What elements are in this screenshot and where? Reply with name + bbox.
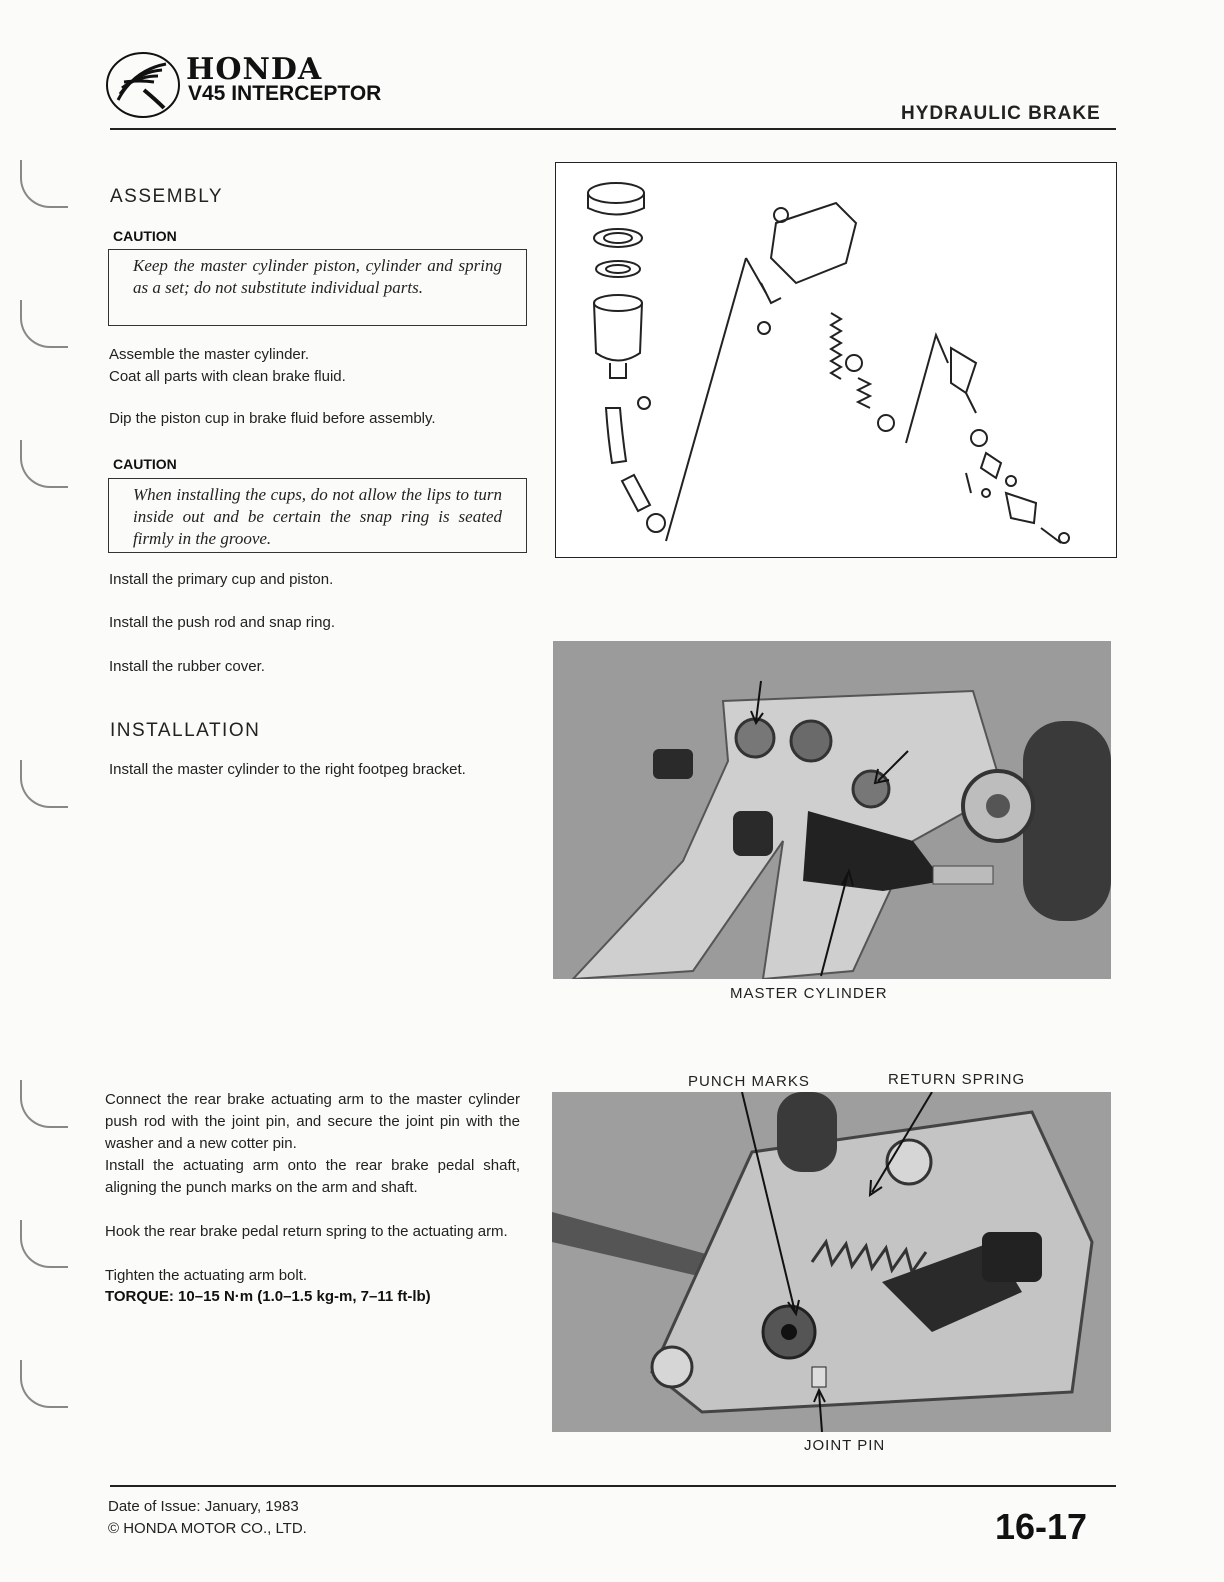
header-rule: [110, 128, 1116, 130]
assembly-step: Install the push rod and snap ring.: [109, 614, 335, 631]
punch-marks-label: PUNCH MARKS: [688, 1073, 810, 1090]
exploded-view-diagram: [555, 162, 1117, 558]
honda-wing-logo: [104, 50, 182, 125]
arm-step: Install the actuating arm onto the rear brake pedal shaft, aligning the punch marks on the arm and shaft.: [105, 1157, 520, 1196]
binder-mark: [20, 300, 68, 348]
master-cylinder-label: MASTER CYLINDER: [730, 985, 888, 1002]
return-spring-label: RETURN SPRING: [888, 1071, 1026, 1088]
binder-mark: [20, 440, 68, 488]
assembly-step: Install the rubber cover.: [109, 658, 265, 675]
caution-box: Keep the master cylinder piston, cylinder and spring as a set; do not substitute individual parts.: [108, 249, 527, 326]
assembly-heading: ASSEMBLY: [110, 186, 224, 207]
actuating-arm-photo: [552, 1092, 1111, 1432]
footer-rule: [110, 1485, 1116, 1487]
issue-date: Date of Issue: January, 1983: [108, 1498, 299, 1515]
model-title: V45 INTERCEPTOR: [188, 82, 382, 105]
assembly-step: Coat all parts with clean brake fluid.: [109, 368, 346, 385]
caution-box: When installing the cups, do not allow the lips to turn inside out and be certain the snap ring is seated firmly in the groove.: [108, 478, 527, 553]
binder-mark: [20, 160, 68, 208]
arm-step: Tighten the actuating arm bolt.: [105, 1267, 308, 1284]
installation-heading: INSTALLATION: [110, 720, 261, 741]
assembly-step: Dip the piston cup in brake fluid before assembly.: [109, 410, 436, 427]
binder-mark: [20, 1360, 68, 1408]
caution-label: CAUTION: [113, 456, 177, 472]
binder-mark: [20, 1080, 68, 1128]
caution-label: CAUTION: [113, 228, 177, 244]
assembly-step: Install the primary cup and piston.: [109, 571, 334, 588]
torque-spec: TORQUE: 10–15 N·m (1.0–1.5 kg-m, 7–11 ft-lb): [105, 1288, 431, 1305]
binder-mark: [20, 1220, 68, 1268]
installation-text: Install the master cylinder to the right footpeg bracket.: [109, 761, 466, 778]
page-number: 16-17: [995, 1506, 1088, 1547]
arm-step: Connect the rear brake actuating arm to the master cylinder push rod with the joint pin, and secure the joint pin with the washer and a new cotter pin.: [105, 1091, 520, 1152]
master-cylinder-photo: [553, 641, 1111, 979]
binder-mark: [20, 760, 68, 808]
section-title: HYDRAULIC BRAKE: [901, 103, 1101, 124]
arm-step: Hook the rear brake pedal return spring to the actuating arm.: [105, 1223, 508, 1240]
assembly-step: Assemble the master cylinder.: [109, 346, 310, 363]
copyright: © HONDA MOTOR CO., LTD.: [108, 1520, 307, 1537]
joint-pin-label: JOINT PIN: [804, 1437, 886, 1454]
brand-title: HONDA: [186, 52, 323, 87]
